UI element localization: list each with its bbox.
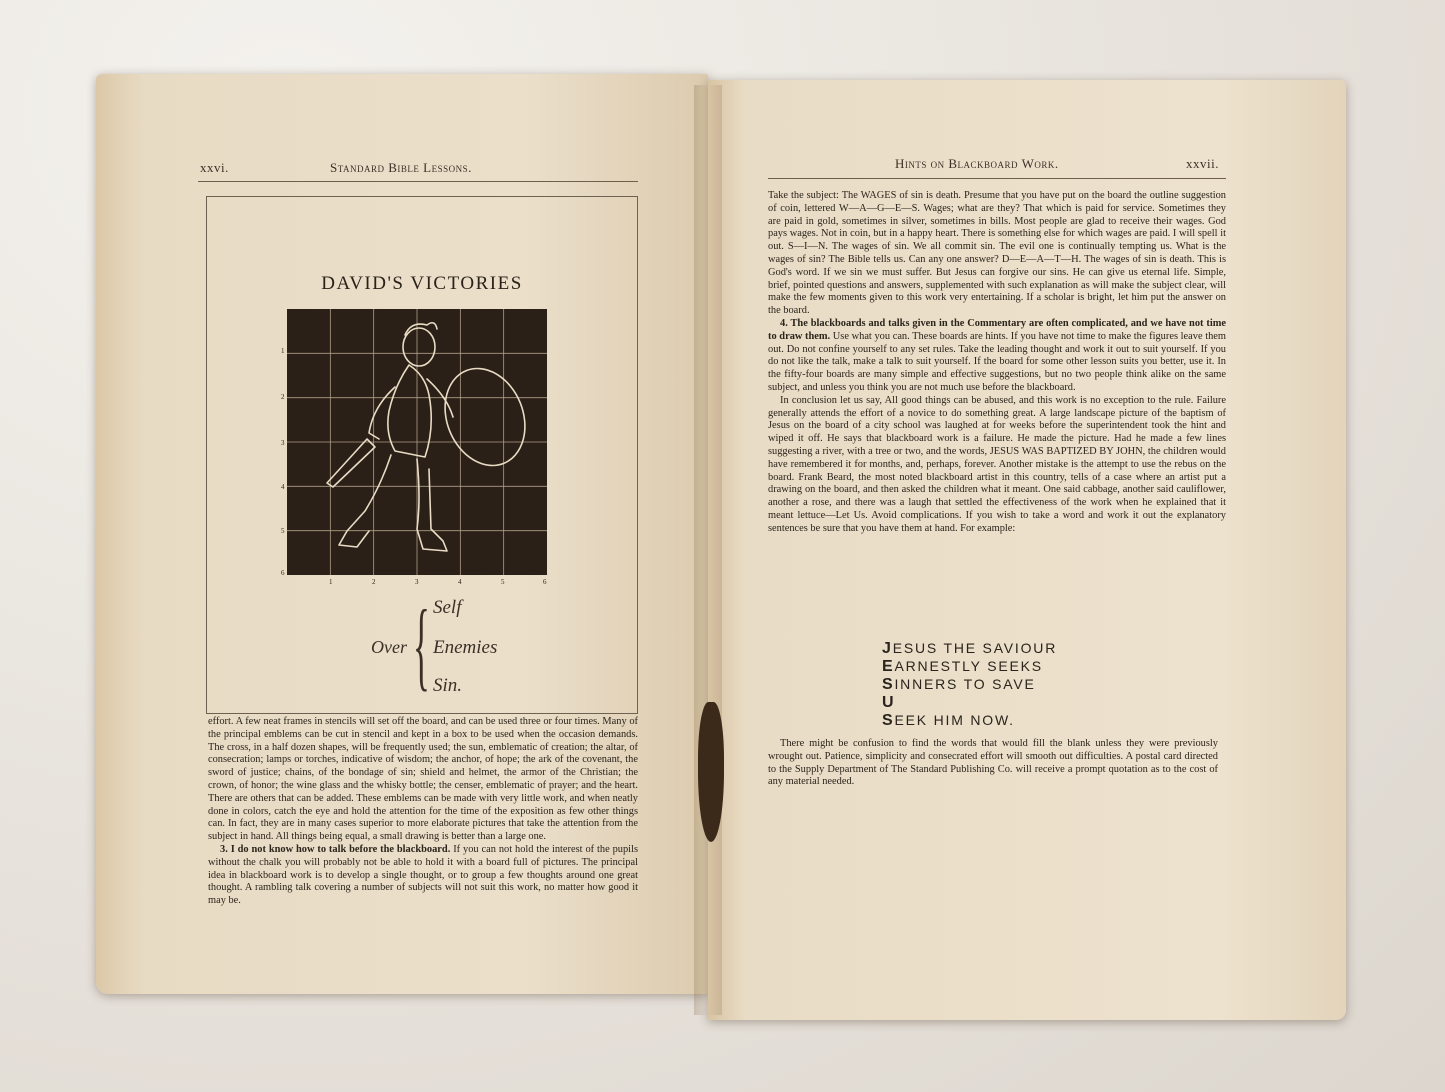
right-paragraph-2-body: Use what you can. These boards are hints. If you have not time to make the figures leave them out. Do not confine yourself to any set rules. Take the leading thought and work it out to suit yourself. If you do not like the talk, make a talk to suit yourself. If the board for some other lesson suits you better, use it. In the fifty-four boards are many simple and effective suggestions, but no two people think alike on the same subject, and unless you think you are not much use before the blackboard. [768, 330, 1226, 393]
right-body-text [768, 190, 1226, 536]
victory-item-self: Self [433, 597, 462, 618]
y-tick: 1 [281, 347, 285, 355]
acrostic-initial: E [882, 658, 895, 675]
y-tick: 5 [281, 527, 285, 535]
figure-title: DAVID'S VICTORIES [321, 273, 523, 294]
david-figure-svg [287, 309, 547, 575]
left-running-title: Standard Bible Lessons. [330, 160, 472, 175]
spine-tear [698, 702, 724, 842]
y-tick: 2 [281, 393, 285, 401]
right-page-number: xxvii. [1186, 156, 1219, 171]
left-header-rule [198, 181, 638, 182]
acrostic-line-2 [882, 658, 1043, 676]
x-tick: 4 [458, 578, 462, 586]
right-paragraph-2-lead: 4. The blackboards and talks given in the Commentary are often complicated, and we have not time to draw them. [768, 317, 1226, 342]
acrostic-initial: S [882, 676, 895, 693]
acrostic-initial: J [882, 640, 893, 657]
right-header-rule [768, 178, 1226, 179]
x-tick: 3 [415, 578, 419, 586]
victory-item-enemies: Enemies [433, 637, 498, 658]
x-tick: 2 [372, 578, 376, 586]
right-closing-text [768, 738, 1218, 789]
x-tick: 6 [543, 578, 547, 586]
right-running-title: Hints on Blackboard Work. [895, 156, 1059, 171]
acrostic-rest: ESUS THE SAVIOUR [892, 640, 1058, 656]
right-paragraph-4: There might be confusion to find the words that would fill the blank unless they were previously wrought out. Patience, simplicity and consecrated effort will smooth out difficulties. A postal card directed to the Supply Department of The Standard Publishing Co. will receive a prompt quotation as to the cost of any material needed. [768, 738, 1218, 788]
right-paragraph-1: Take the subject: The WAGES of sin is death. Presume that you have put on the board the outline suggestion of coin, lettered W—A—G—E—S. Wages; what are they? That which is paid for service. Sometimes they are paid in gold, sometimes in silver, sometimes in bills. Most people are glad to receive their wages. God pays wages. Not in coin, but in a happy heart. There is something else for which wages are paid. I will spell it out. S—I—N. The wages of sin. We all commit sin. The evil one is continually tempting us. What is the wages of sin? The Bible tells us. Can any one answer? D—E—A—T—H. The wages of sin is death. This is God's word. If we sin we must suffer. But Jesus can forgive our sins. He can give us eternal life. Simple, brief, pointed questions and answers, supplemented with such explanation as will make the subject clear, will make the few moments given to this work very entertaining. If a scholar is bright, let him put the answer on the board. [768, 190, 1226, 317]
over-label: Over [371, 637, 407, 657]
acrostic-line-1 [882, 640, 1057, 658]
left-page-number: xxvi. [200, 160, 229, 175]
acrostic-rest: INNERS TO SAVE [894, 676, 1036, 692]
left-paragraph-2-body: If you can not hold the interest of the pupils without the chalk you will probably not be able to hold it with a board full of pictures. The principal idea in blackboard work is to develop a single thought, or to group a few thoughts around one great thought. A rambling talk covering a number of subjects will not suit this work, no matter how good it may be. [208, 843, 638, 907]
x-tick: 1 [329, 578, 333, 586]
acrostic-line-5 [882, 712, 1015, 730]
david-illustration [287, 309, 547, 575]
x-tick: 5 [501, 578, 505, 586]
acrostic-initial: S [882, 712, 895, 729]
acrostic-line-3 [882, 676, 1036, 694]
left-paragraph-2 [208, 844, 638, 908]
acrostic-initial: U [882, 694, 896, 711]
acrostic-rest: ARNESTLY SEEKS [894, 658, 1043, 674]
y-tick: 6 [281, 569, 285, 577]
figure-frame [206, 196, 638, 714]
victory-item-sin: Sin. [433, 675, 463, 696]
left-paragraph-1: effort. A few neat frames in stencils will set off the board, and can be used three or four times. Many of the principal emblems can be cut in stencil and kept in a box to be used when the occasion demands. The cross, in a half dozen shapes, will be frequently used; the sun, emblematic of creation; the altar, of consecration; lamps or torches, indicative of wisdom; the anchor, of hope; the ark of the covenant, the sword of justice; chains, of the bondage of sin; shield and helmet, the armor of the Christian; the crown, of honor; the wine glass and the whisky bottle; the censer, emblematic of prayer; and the heart. There are others that can be added. These emblems can be made with very little work, and when neatly done in colors, catch the eye and hold the attention for the time of the exposition as few other things can. In fact, they are in many cases superior to more elaborate pictures that take the attention from the subject in hand. All things being equal, a small drawing is better than a large one. [208, 716, 638, 843]
acrostic-rest: EEK HIM NOW. [894, 712, 1015, 728]
y-tick: 3 [281, 439, 285, 447]
curly-brace: { [413, 589, 430, 700]
right-paragraph-2 [768, 318, 1226, 395]
left-paragraph-2-lead: 3. I do not know how to talk before the blackboard. [220, 843, 451, 855]
acrostic-line-4 [882, 694, 895, 712]
y-tick: 4 [281, 483, 285, 491]
right-paragraph-3: In conclusion let us say, All good things can be abused, and this work is no exception to the rule. Failure generally attends the effort of a novice to do something great. A large landscape picture of the baptism of Jesus on the board of a city school was laughed at for weeks before the superintendent took the hint and wiped it off. He says that blackboard work is a failure. He made the picture. Had he made a few lines suggesting a river, with a tree or two, and the words, JESUS WAS BAPTIZED BY JOHN, the children would have remembered it for months, and, perhaps, forever. Another mistake is the attempt to use the rebus on the board. Frank Beard, the most noted blackboard artist in this country, tells of a case where an artist put a drawing on the board, and then asked the children what it meant. One said cabbage, another said cauliflower, another a rose, and there was a laugh that settled the effectiveness of the work when he explained that it meant lettuce—Let Us. Avoid complications. If you wish to take a word and work it out the explanatory sentences be sure that you have them at hand. For example: [768, 394, 1226, 534]
left-body-text [208, 716, 638, 908]
book-spine [694, 85, 722, 1015]
